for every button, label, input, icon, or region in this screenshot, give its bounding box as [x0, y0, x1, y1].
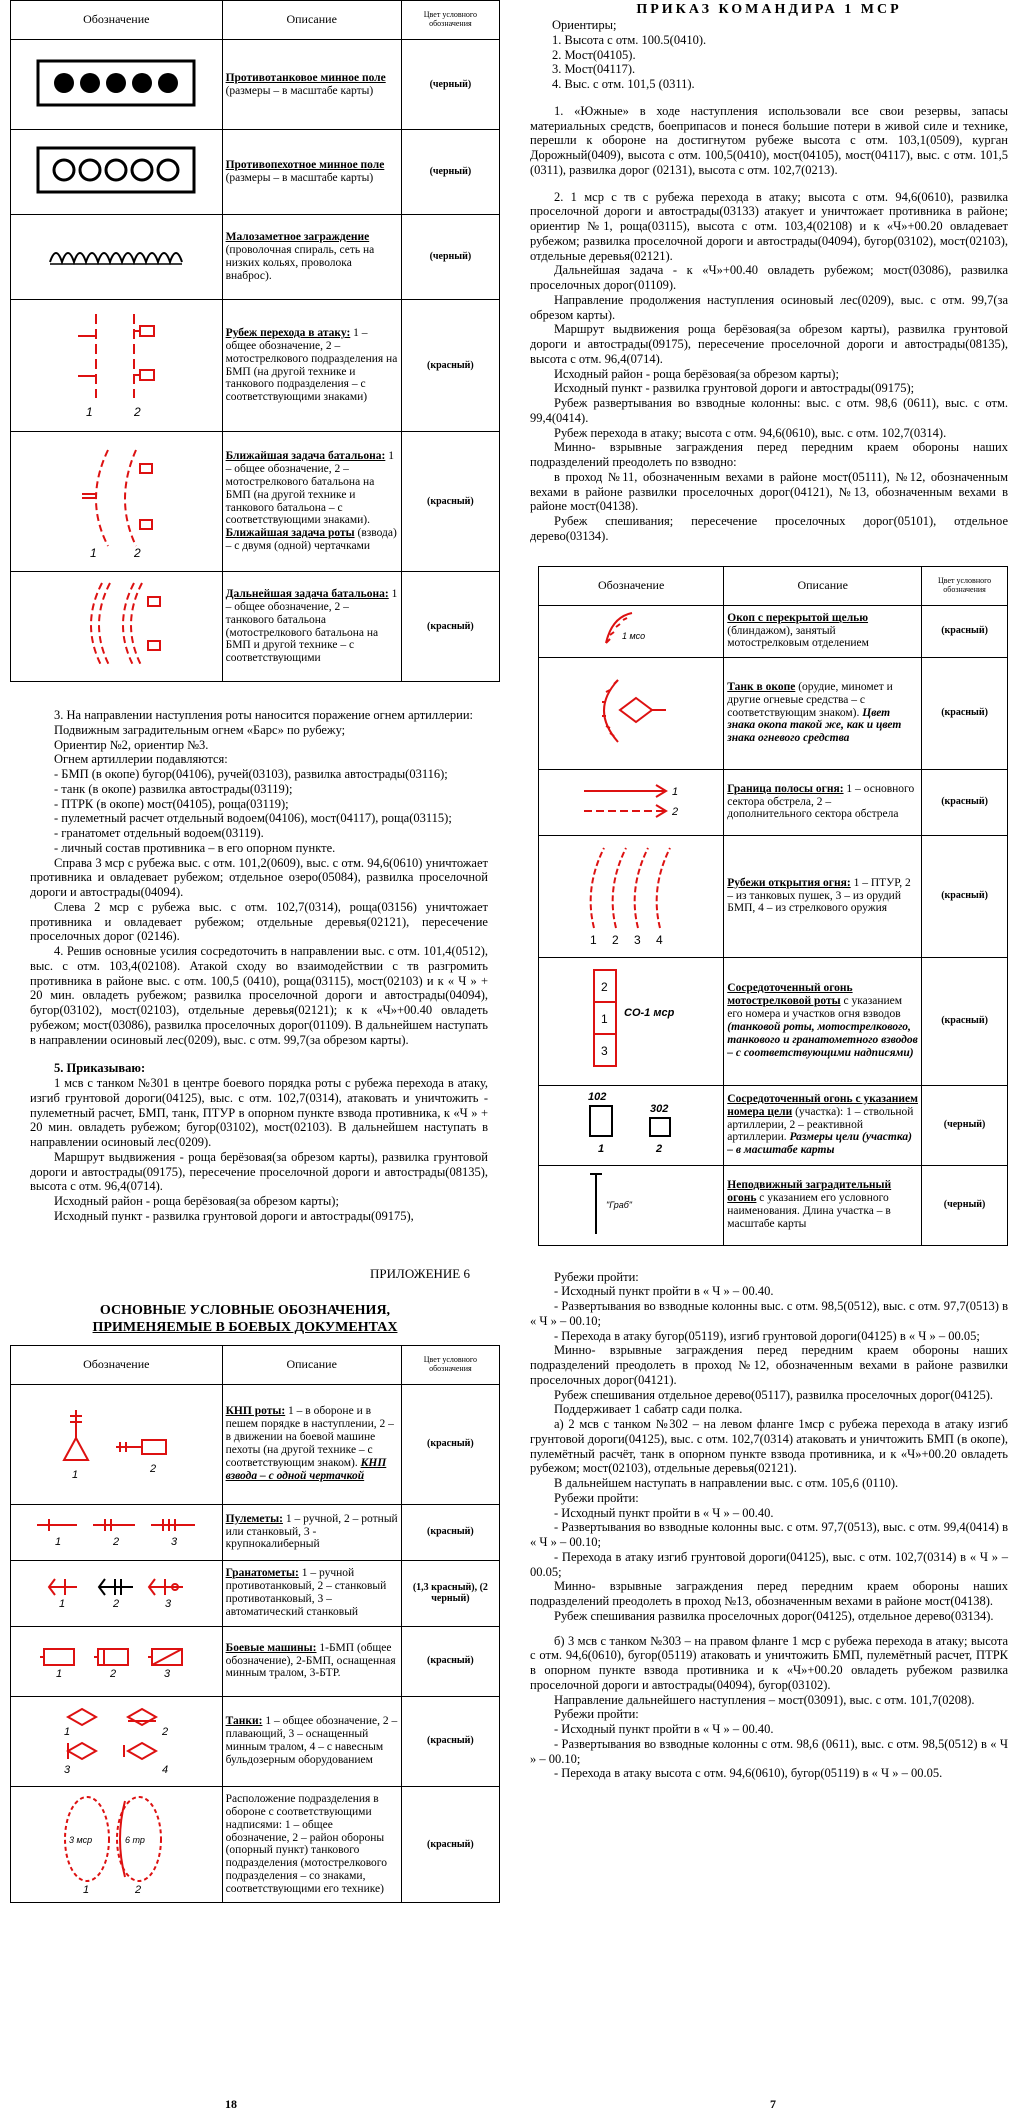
- symbol-cell: [11, 572, 223, 682]
- color-cell: (красный): [922, 957, 1008, 1085]
- description-cell: [222, 215, 401, 300]
- fire-line-number: 4: [656, 933, 663, 948]
- antitank-minefield-icon: [36, 59, 196, 107]
- legend-row: [11, 215, 500, 300]
- page-number-right: 7: [770, 2097, 776, 2111]
- row-title: Неподвижный заградительный огонь: [727, 1179, 892, 1205]
- color-cell: (красный): [922, 657, 1008, 769]
- paragraph: Исходный пункт - развилка грунтовой дороги и автострады(09175),: [54, 1208, 414, 1223]
- fire-zone-number: 2: [601, 980, 608, 995]
- grenade-launcher-icon: [41, 1571, 191, 1611]
- legend-row: [11, 300, 500, 432]
- left-page: [10, 0, 500, 1903]
- target-number: 1: [598, 1143, 605, 1156]
- header-color: Цвет условного обозначения: [401, 1, 499, 40]
- description-cell: [222, 300, 401, 432]
- svg-text:3: 3: [164, 1668, 171, 1680]
- legend-table-3: [538, 566, 1008, 1246]
- row-title: Рубеж перехода в атаку:: [225, 326, 351, 339]
- paragraph: Маршрут выдвижения роща берёзовая(за обрезом карты), развилка грунтовой дороги и автострады(09175), пересечение проселочной дороги и автострады(08135), высота с отм. 96,4(0714).: [530, 322, 1008, 366]
- row-text: 1 – общее обозначение, 2 – мотострелкового подразделения на БМП (на другой технике и танкового подразделения – с соответствующими знаками): [225, 326, 398, 404]
- svg-text:1: 1: [83, 1883, 90, 1896]
- header-description: Описание: [724, 566, 922, 605]
- row-title: Противопехотное минное поле: [225, 159, 385, 172]
- color-cell: (красный): [401, 1384, 499, 1504]
- row-title: Танк в окопе: [727, 680, 796, 693]
- legend-header-row: [539, 566, 1008, 605]
- row-text: (размеры – в масштабе карты): [225, 84, 374, 97]
- row-title: Расположение подразделения в обороне с соответствующими надписями:: [225, 1792, 379, 1831]
- target-number: 102: [588, 1091, 607, 1104]
- paragraph: Ориентир №2, ориентир №3.: [54, 737, 209, 752]
- svg-text:1: 1: [55, 1536, 62, 1549]
- color-cell: (красный): [401, 432, 499, 572]
- svg-text:1: 1: [59, 1598, 66, 1611]
- paragraph: - гранатомет отдельный водоем(03119).: [54, 826, 264, 840]
- paragraph: Минно- взрывные заграждения перед передним краем обороны наших подразделений преодолеть в проход №13, обозначенным вехами в районе мост(04138).: [530, 1579, 1008, 1608]
- color-cell: (черный): [401, 215, 499, 300]
- row-text: 1 – ручной, 2 – ротный или станковый, 3 - крупнокалиберный: [225, 1512, 398, 1551]
- symbol-cell: [539, 769, 724, 835]
- row-text: 1 – основного сектора обстрела, 2 – дополнительного сектора обстрела: [727, 782, 915, 821]
- paragraph: - БМП (в окопе) бугор(04106), ручей(03103), развилка автострады(03116);: [54, 767, 448, 781]
- svg-text:2: 2: [110, 1668, 117, 1680]
- svg-text:1: 1: [86, 405, 93, 420]
- paragraph: Минно- взрывные заграждения перед передним краем обороны наших подразделений преодолеть по взводно:: [530, 440, 1008, 469]
- row-title: Ближайшая задача батальона:: [225, 450, 386, 462]
- wire-obstacle-icon: [46, 242, 186, 268]
- color-cell: (черный): [922, 1085, 1008, 1165]
- left-body-text: [30, 708, 488, 1224]
- symbol-cell: [11, 130, 223, 215]
- symbol-cell: [11, 300, 223, 432]
- paragraph: Рубеж спешивания; пересечение проселочных дорог(05101), отдельное дерево(03134).: [530, 514, 1008, 543]
- row-text: 1 – общее обозначение, 2 – плавающий, 3 – оснащенный минным тралом, 4 – с навесным бульдозерным оборудованием: [225, 1715, 398, 1766]
- machine-gun-icon: [31, 1511, 201, 1549]
- fire-opening-lines-icon: [576, 838, 686, 950]
- paragraph: 1 мсв с танком №301 в центре боевого порядка роты с рубежа перехода в атаку, изгиб грунтовой дороги(04125), выс. с отм. 102,7(0314), атаковать и уничтожить - пулеметный расчет, БМП, танк, ПТУР в опорном пункте взвода противника, к «Ч » + 20 мин. овладеть рубежом; бугор(03102), мост(02103). В дальнейшем наступать в направлении осиновый лес(0209).: [30, 1076, 488, 1149]
- legend-row: [11, 572, 500, 682]
- svg-text:1: 1: [72, 1469, 79, 1482]
- description-cell: [222, 1786, 401, 1903]
- legend-row: [11, 1786, 500, 1903]
- paragraph: 4. Решив основные усилия сосредоточить в направлении выс. с отм. 101,4(0512), выс. с отм. 103,4(02108). Атакой сходу во взаимодействии с тв разгромить противника в районе выс. с отм. 100,5 (0410), роща(03115), мост(02103) и к « Ч » + 20 мин. овладеть рубежом; развилка проселочной дороги и автострады(04094), бугор(03102), мост(02103), отдельные деревья(02121); к к «Ч»+00.40 овладеть рубежом; мост(03086), развилка проселочных дорог(01109). В дальнейшем наступать в направлении осиновый лес(0209), выс. с отм. 99,7(за обрезом карты).: [30, 944, 488, 1047]
- legend-row: [11, 432, 500, 572]
- svg-text:2: 2: [134, 405, 141, 420]
- description-cell: [222, 130, 401, 215]
- paragraph: Направление продолжения наступления осиновый лес(0209), выс. с отм. 99,7(за обрезом карты).: [530, 292, 1008, 322]
- paragraph: Поддерживает 1 сабатр сади полка.: [554, 1402, 743, 1417]
- battalion-task-icon: [56, 440, 176, 560]
- defense-area-icon: [41, 1789, 191, 1897]
- row-text: 1 – общее обозначение, 2 – район обороны (опорный пункт) танкового подразделения (мотострелкового подразделения – со знаками, соответствующими его технике): [225, 1818, 387, 1896]
- legend-header-row: [11, 1345, 500, 1384]
- color-cell: (красный): [401, 300, 499, 432]
- description-cell: [222, 1696, 401, 1786]
- color-cell: (красный): [401, 1626, 499, 1696]
- trench-icon: [576, 609, 686, 649]
- appendix-label: ПРИЛОЖЕНИЕ 6: [370, 1265, 470, 1281]
- paragraph: 3. На направлении наступления роты наносится поражение огнем артиллерии:: [54, 708, 473, 722]
- legend-row: [539, 1085, 1008, 1165]
- svg-text:2: 2: [135, 1883, 142, 1896]
- row-text: с указанием его условного наименования. Длина участка – в масштабе карты: [727, 1192, 891, 1230]
- row-title: Пулеметы:: [225, 1512, 283, 1525]
- paragraph: а) 2 мсв с танком №302 – на левом фланге 1мср с рубежа перехода в атаку изгиб грунтовой дороги(04125), выс. с отм. 102,7(0314) атаковать и уничтожить БМП (в окопе), пулемётный расчёт, танк в опорном пункте взвода противника, и к «Ч»+00.20 овладеть рубежом; мост(02103), отдельные деревья(02121).: [530, 1417, 1008, 1476]
- row-text: (блиндажом), занятый мотострелковым отделением: [727, 624, 869, 650]
- landmark-item: 3. Мост(04117).: [552, 62, 636, 77]
- paragraph: Рубежи пройти:: [554, 1490, 639, 1505]
- symbol-cell: [11, 1696, 223, 1786]
- color-cell: (красный): [401, 572, 499, 682]
- legend-row: [11, 1626, 500, 1696]
- concentrated-fire-icon: [576, 964, 686, 1074]
- color-cell: (красный): [922, 769, 1008, 835]
- fire-sector-boundary-icon: [576, 775, 686, 825]
- page-number-left: 18: [225, 2097, 237, 2111]
- paragraph: Подвижным заградительным огнем «Барс» по рубежу;: [54, 722, 346, 737]
- row-text: с указанием его номера и участков огня взводов: [727, 995, 903, 1021]
- svg-text:2: 2: [134, 545, 141, 560]
- row-title: Окоп с перекрытой щелью: [727, 611, 869, 624]
- svg-text:2: 2: [162, 1726, 169, 1739]
- row-text: (орудие, миномет и другие огневые средства – с соответствующим знаком).: [727, 680, 893, 719]
- landmark-item: 4. Выс. с отм. 101,5 (0311).: [552, 77, 695, 91]
- row-title: Дальнейшая задача батальона:: [225, 587, 389, 600]
- row-text: 1 – общее обозначение, 2 – мотострелкового батальона на БМП (на другой технике и танкового батальона – с соответствующими знаками).: [225, 450, 394, 527]
- paragraph: Исходный район - роща берёзовая(за обрезом карты);: [554, 366, 839, 381]
- paragraph: Исходный пункт - развилка грунтовой дороги и автострады(09175);: [554, 381, 915, 396]
- svg-text:3 мср: 3 мср: [69, 1834, 93, 1845]
- combat-vehicle-icon: [36, 1639, 196, 1679]
- row-note: (танковой роты, мотострелкового, танкового и гранатометного взводов – с соответствующими надписями): [727, 1021, 918, 1059]
- legend-row: [539, 957, 1008, 1085]
- row-title: Сосредоточенный огонь мотострелковой роты: [727, 982, 853, 1008]
- attack-line-icon: [56, 306, 176, 421]
- landmark-item: 1. Высота с отм. 100.5(0410).: [552, 32, 707, 47]
- svg-text:2: 2: [672, 806, 679, 819]
- appendix-title: [10, 1302, 480, 1337]
- fire-line-number: 1: [590, 933, 597, 948]
- symbol-cell: [11, 432, 223, 572]
- row-title: Граница полосы огня:: [727, 782, 844, 795]
- row-text: 1 – общее обозначение, 2 – танкового батальона (мотострелкового батальона на БМП и другой технике – с соответствующими: [225, 587, 398, 665]
- row-title: Танки:: [225, 1715, 263, 1728]
- row-text: 1 – ручной противотанковый, 2 – станковый противотанковый, 3 – автоматический станковый: [225, 1567, 387, 1618]
- paragraph: Слева 2 мср с рубежа выс. с отм. 102,7(0314), роща(03156) уничтожает противника и овладевает рубежом; отдельные деревья(02121), пересечение проселочных дорог (02146).: [30, 899, 488, 944]
- target-number: 302: [650, 1103, 669, 1116]
- header-description: Описание: [222, 1345, 401, 1384]
- svg-text:1: 1: [56, 1668, 63, 1680]
- landmarks-block: [552, 18, 1008, 92]
- legend-row: [539, 835, 1008, 957]
- symbol-cell: [11, 1504, 223, 1560]
- paragraph: Рубеж развертывания во взводные колонны: выс. с отм. 98,6 (0611), выс. с отм. 99,4(0414).: [530, 396, 1008, 425]
- symbol-cell: [539, 835, 724, 957]
- svg-text:1: 1: [64, 1726, 71, 1739]
- color-cell: (красный): [401, 1696, 499, 1786]
- row-title: КНП роты:: [225, 1405, 286, 1418]
- paragraph: Рубежи пройти:: [554, 1269, 639, 1284]
- svg-text:3: 3: [64, 1764, 71, 1776]
- paragraph: - танк (в окопе) развилка автострады(03119);: [54, 781, 293, 796]
- legend-row: [539, 657, 1008, 769]
- paragraph: б) 3 мсв с танком №303 – на правом фланге 1 мср с рубежа перехода в атаку; высота с отм. 94,6(0610), бугор(05119) атаковать и уничтожить БМП, пулемётный расчет, ПТРК в опорном пункте взвода противника и к «Ч»+00.20 овладеть рубежом развилка проселочной дороги и автострады(04094), бугор(03102).: [530, 1633, 1008, 1692]
- description-cell: [724, 1165, 922, 1245]
- row-note: КНП взвода – с одной чертачкой: [225, 1456, 387, 1482]
- symbol-cell: [11, 1560, 223, 1626]
- further-task-icon: [56, 575, 176, 675]
- row-note: Цвет знака окопа такой же, как и цвет знака огневого средства: [727, 706, 902, 745]
- paragraph: - Развертывания во взводные колонны выс. с отм. 98,5(0512), выс. с отм. 97,7(0513) в « Ч » – 00.10;: [530, 1299, 1008, 1328]
- command-post-icon: [46, 1402, 186, 1482]
- fire-line-number: 3: [634, 933, 641, 948]
- description-cell: [222, 572, 401, 682]
- row-title: Сосредоточенный огонь с указанием номера цели: [727, 1092, 918, 1118]
- legend-table-1: [10, 0, 500, 682]
- svg-text:1: 1: [672, 786, 679, 799]
- fire-zone-number: 1: [601, 1012, 608, 1027]
- svg-text:3: 3: [171, 1536, 178, 1549]
- fire-zone-number: 3: [601, 1044, 608, 1059]
- header-designation: Обозначение: [11, 1345, 223, 1384]
- color-cell: (черный): [401, 40, 499, 130]
- header-designation: Обозначение: [11, 1, 223, 40]
- description-cell: [724, 1085, 922, 1165]
- paragraph: 1. «Южные» в ходе наступления использовали все свои резервы, запасы материальных средств, боеприпасов и понеся большие потери в живой силе и технике, перешли к обороне на достигнутом рубеже высота с отм. 103,1(0509), курган Дорожный(0409), высота с отм. 100,5(0410), мост(04105), мост(04117), выс. с отм. 101,5 (0311), развилка дорог (02131), высота с отм. 102,7(0213).: [530, 103, 1008, 177]
- paragraph: Справа 3 мср с рубежа выс. с отм. 101,2(0609), выс. с отм. 94,6(0610) уничтожает противника и овладевает рубежом; отдельное озеро(05084), развилка проселочной дороги и автострады(04094).: [30, 855, 488, 899]
- symbol-cell: [11, 40, 223, 130]
- row-text: 1-БМП (общее обозначение), 2-БМП, оснащенная минным тралом, 3-БТР.: [225, 1641, 396, 1680]
- fire-zone-label: СО-1 мср: [624, 1007, 675, 1020]
- color-cell: (красный): [401, 1786, 499, 1903]
- description-cell: [724, 605, 922, 657]
- paragraph: - пулеметный расчет отдельный водоем(04106), мост(04117), роща(03115);: [54, 811, 452, 826]
- svg-text:2: 2: [113, 1598, 120, 1611]
- legend-row: [539, 769, 1008, 835]
- description-cell: [222, 40, 401, 130]
- appendix-title-line: ПРИМЕНЯЕМЫЕ В БОЕВЫХ ДОКУМЕНТАХ: [92, 1320, 398, 1335]
- paragraph: Маршрут выдвижения - роща берёзовая(за обрезом карты), развилка грунтовой дороги и автострады(09175), пересечение проселочной дороги и автострады(08135), высота с отм. 96,4(0714).: [30, 1149, 488, 1194]
- legend-row: [11, 1384, 500, 1504]
- svg-text:3: 3: [165, 1598, 172, 1611]
- paragraph: - Перехода в атаку высота с отм. 94,6(0610), бугор(05119) в « Ч » – 00.05.: [554, 1766, 943, 1781]
- color-cell: (черный): [401, 130, 499, 215]
- description-cell: [222, 1504, 401, 1560]
- row-title: Боевые машины:: [225, 1641, 317, 1654]
- paragraph: - Перехода в атаку бугор(05119), изгиб грунтовой дороги(04125) в « Ч » – 00.05;: [554, 1328, 980, 1343]
- color-cell: (черный): [922, 1165, 1008, 1245]
- paragraph: Дальнейшая задача - к «Ч»+00.40 овладеть рубежом; мост(03086), развилка проселочных дорог(01109).: [530, 263, 1008, 292]
- symbol-cell: [539, 605, 724, 657]
- landmarks-label: Ориентиры;: [552, 18, 617, 32]
- header-color: Цвет условного обозначения: [401, 1345, 499, 1384]
- paragraph: Рубежи пройти:: [554, 1707, 639, 1722]
- symbol-cell: [11, 1786, 223, 1903]
- legend-row: [539, 605, 1008, 657]
- paragraph: - Исходный пункт пройти в « Ч » – 00.40.: [554, 1505, 774, 1520]
- svg-text:1: 1: [90, 545, 97, 560]
- order-body: [530, 104, 1008, 544]
- paragraph: 2. 1 мср с тв с рубежа перехода в атаку; высота с отм. 94,6(0610), развилка проселочной дороги и автострады(03133) атакует и уничтожает противника в районе; ориентир №1, роща(03115), высота с отм. 103,4(02108) и к «Ч»+00.20 овладевает рубежом; развилка проселочной дороги и автострады(04094), бугор(03102), мост(02103), отдельные деревья(02121).: [530, 189, 1008, 263]
- tank-in-trench-icon: [576, 666, 686, 756]
- paragraph: - личный состав противника – в его опорном пункте.: [54, 840, 336, 855]
- color-cell: (красный): [922, 605, 1008, 657]
- legend-row: [539, 1165, 1008, 1245]
- row-title-2: Ближайшая задача роты: [225, 527, 355, 540]
- legend-row: [11, 1696, 500, 1786]
- row-text: (размеры – в масштабе карты): [225, 172, 374, 184]
- symbol-cell: [539, 1085, 724, 1165]
- row-text: 1 – в обороне и в пешем порядке в наступлении, 2 – в движении на боевой машине пехоты (на другой технике – с соответствующим знаком).: [225, 1405, 394, 1469]
- description-cell: [222, 432, 401, 572]
- description-cell: [222, 1384, 401, 1504]
- paragraph: Огнем артиллерии подавляются:: [54, 752, 228, 767]
- description-cell: [724, 957, 922, 1085]
- symbol-cell: [539, 657, 724, 769]
- paragraph: - Развертывания во взводные колонны с отм. 98,6 (0611), выс. с отм. 98,5(0512) в « Ч » – 00.10;: [530, 1736, 1008, 1766]
- description-cell: [724, 835, 922, 957]
- symbol-cell: [11, 1626, 223, 1696]
- paragraph: - Исходный пункт пройти в « Ч » – 00.40.: [554, 1722, 774, 1736]
- order-body-continued: [530, 1270, 1008, 1782]
- paragraph: - Развертывания во взводные колонны выс. с отм. 97,7(0513), выс. с отм. 99,4(0414) в « Ч » – 00.10;: [530, 1520, 1008, 1549]
- legend-table-2: [10, 1345, 500, 1904]
- right-page: [530, 0, 1008, 1781]
- paragraph: Рубеж спешивания развилка проселочных дорог(04125), отдельное дерево(03134).: [554, 1608, 994, 1623]
- description-cell: [724, 657, 922, 769]
- color-cell: (1,3 красный), (2 черный): [401, 1560, 499, 1626]
- paragraph: В дальнейшем наступать в направлении выс. с отм. 105,6 (0110).: [554, 1476, 899, 1490]
- symbol-cell: [11, 1384, 223, 1504]
- paragraph: Направление дальнейшего наступления – мост(03091), выс. с отм. 101,7(0208).: [554, 1692, 975, 1707]
- row-title: Гранатометы:: [225, 1567, 299, 1580]
- paragraph: - Исходный пункт пройти в « Ч » – 00.40.: [554, 1284, 774, 1299]
- description-cell: [724, 769, 922, 835]
- symbol-cell: [11, 215, 223, 300]
- symbol-label: 1 мсо: [622, 631, 646, 642]
- tank-icon: [46, 1703, 186, 1775]
- paragraph: - Перехода в атаку изгиб грунтовой дороги(04125), выс. с отм. 102,7(0314) в « Ч » – 00.05;: [530, 1549, 1008, 1579]
- legend-row: [11, 130, 500, 215]
- description-cell: [222, 1560, 401, 1626]
- header-color: Цвет условного обозначения: [922, 566, 1008, 605]
- row-note: Размеры цели (участка) – в масштабе карты: [727, 1131, 912, 1157]
- barrier-fire-icon: [576, 1168, 686, 1238]
- legend-row: [11, 1504, 500, 1560]
- antipersonnel-minefield-icon: [36, 146, 196, 194]
- header-description: Описание: [222, 1, 401, 40]
- paragraph: - ПТРК (в окопе) мост(04105), роща(03119);: [54, 796, 289, 811]
- legend-row: [11, 1560, 500, 1626]
- color-cell: (красный): [922, 835, 1008, 957]
- row-text: (участка): 1 – ствольной артиллерии, 2 – реактивной артиллерии.: [727, 1105, 914, 1144]
- landmark-item: 2. Мост(04105).: [552, 47, 636, 62]
- header-designation: Обозначение: [539, 566, 724, 605]
- svg-text:4: 4: [162, 1764, 169, 1776]
- paragraph: Рубеж перехода в атаку; высота с отм. 94,6(0610), выс. с отм. 102,7(0314).: [554, 425, 947, 440]
- color-cell: (красный): [401, 1504, 499, 1560]
- symbol-cell: [539, 957, 724, 1085]
- legend-row: [11, 40, 500, 130]
- fire-line-number: 2: [612, 933, 619, 948]
- paragraph: в проход №11, обозначенным вехами в районе мост(05111), №12, обозначенным вехами в районе развилки проселочных дорог(04121), №13, обозначенным вехами в районе мост(04138).: [530, 469, 1008, 514]
- legend-header-row: [11, 1, 500, 40]
- symbol-cell: [539, 1165, 724, 1245]
- svg-text:6 тр: 6 тр: [125, 1834, 146, 1845]
- appendix-title-line: ОСНОВНЫЕ УСЛОВНЫЕ ОБОЗНАЧЕНИЯ,: [99, 1302, 391, 1318]
- paragraph: Исходный район - роща берёзовая(за обрезом карты);: [54, 1194, 339, 1208]
- order-title: ПРИКАЗ КОМАНДИРА 1 МСР: [636, 2, 902, 17]
- row-title: Рубежи открытия огня:: [727, 876, 851, 889]
- row-title: Малозаметное заграждение: [225, 231, 370, 244]
- target-number: 2: [656, 1143, 663, 1156]
- row-title: Противотанковое минное поле: [225, 71, 386, 84]
- target-fire-icon: [576, 1088, 686, 1158]
- paragraph: 5. Приказываю:: [54, 1061, 146, 1076]
- paragraph: Минно- взрывные заграждения перед передним краем обороны наших подразделений преодолеть в проход №12, обозначенным вехами в районе развилки проселочных дорог(04121).: [530, 1343, 1008, 1387]
- paragraph: Рубеж спешивания отдельное дерево(05117), развилка проселочных дорог(04125).: [554, 1387, 994, 1402]
- row-text: (проволочная спираль, сеть на низких кольях, проволока внаброс).: [225, 244, 375, 282]
- row-text-2: (взвода) – с двумя (одной) чертачками: [225, 527, 397, 553]
- svg-text:2: 2: [150, 1463, 157, 1476]
- description-cell: [222, 1626, 401, 1696]
- barrier-label: "Граб": [606, 1200, 633, 1211]
- svg-text:2: 2: [113, 1536, 120, 1549]
- row-text: 1 – ПТУР, 2 – из танковых пушек, 3 – из орудий БМП, 4 – из стрелкового оружия: [727, 876, 911, 915]
